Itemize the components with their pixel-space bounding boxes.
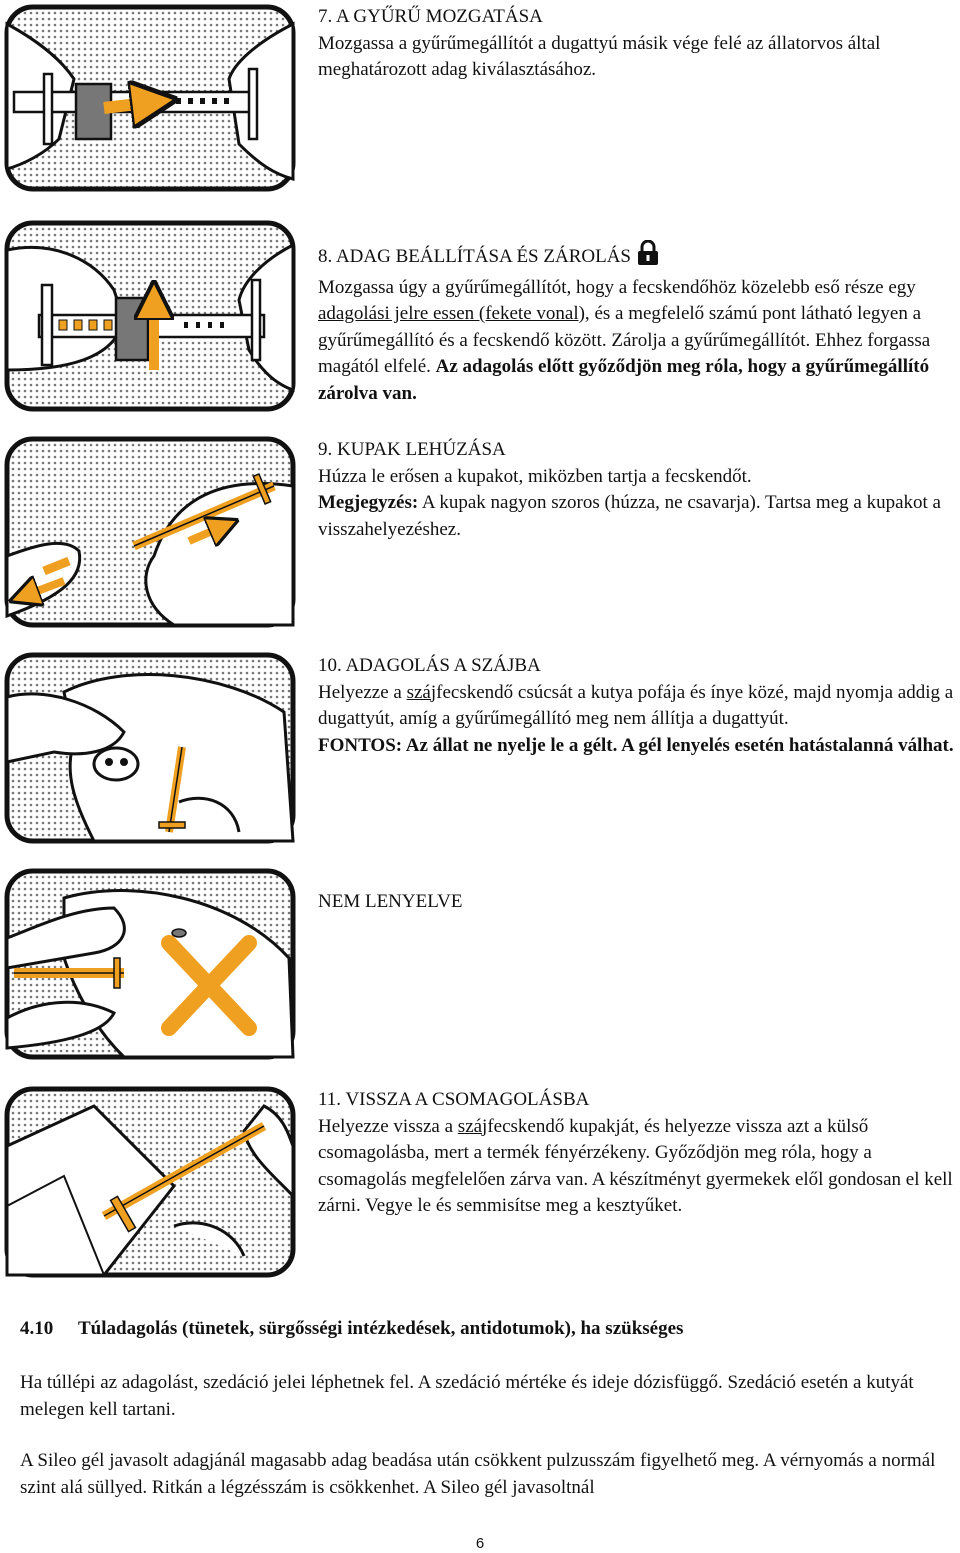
step-8-text-underlined: adagolási jelre essen (fekete vonal), xyxy=(318,303,590,324)
illustration-not-swallowed xyxy=(4,868,296,1060)
step-7-title: 7. A GYŰRŰ MOZGATÁSA xyxy=(318,6,543,27)
step-11-text xyxy=(318,1114,958,1220)
step-7 xyxy=(318,4,958,84)
section-title: Túladagolás (tünetek, sürgősségi intézkedések, antidotumok), ha szükséges xyxy=(78,1318,684,1339)
step-9-text-2 xyxy=(318,490,958,543)
step-11-title: 11. VISSZA A CSOMAGOLÁSBA xyxy=(318,1089,590,1110)
section-number: 4.10 xyxy=(20,1318,54,1339)
step-9 xyxy=(318,437,958,543)
paragraph-overdose-1: Ha túllépi az adagolást, szedáció jelei léphetnek fel. A szedáció mértéke és ideje dózisfüggő. Szedáció esetén a kutyát melegen kell tartani. xyxy=(20,1372,914,1420)
illustration-step-9 xyxy=(4,436,296,628)
page-number: 6 xyxy=(475,1535,485,1552)
step-8-text xyxy=(318,275,958,408)
step-10-text xyxy=(318,680,958,733)
step-11-text-underlined: száj xyxy=(457,1115,488,1137)
step-9-title: 9. KUPAK LEHÚZÁSA xyxy=(318,439,506,460)
step-11 xyxy=(318,1087,958,1220)
step-10-text-underlined: száj xyxy=(406,681,437,703)
illustration-step-10 xyxy=(4,652,296,844)
step-8-text-2: és a megfelelő számú pont látható legyen a gyűrűmegállító és a fecskendő között. Zárolja a gyűrűmegállítót. Ehhez forgassa magától elfelé. xyxy=(318,303,931,377)
step-10-text-2: fecskendő csúcsát a kutya pofája és ínye közé, majd nyomja addig a dugattyút, amíg a gyűrűmegállító meg nem állítja a dugattyút. xyxy=(318,681,954,729)
paragraph-overdose-2: A Sileo gél javasolt adagjánál magasabb adag beadása után csökkent pulzusszám figyelhető meg. A vérnyomás a normál szint alá süllyed. Ritkán a légzésszám is csökkenhet. A Sileo gél javasoltnál xyxy=(20,1450,936,1498)
step-8-title-text: 8. ADAG BEÁLLÍTÁSA ÉS ZÁROLÁS xyxy=(318,246,631,267)
step-10-text-1: Helyezze a xyxy=(318,681,407,703)
step-8 xyxy=(318,240,958,407)
step-7-text: Mozgassa a gyűrűmegállítót a dugattyú másik vége felé az állatorvos által meghatározott adag kiválasztásához. xyxy=(318,32,881,80)
step-10-warning: FONTOS: Az állat ne nyelje le a gélt. A gél lenyelés esetén hatástalanná válhat. xyxy=(318,734,954,756)
step-9-note-text: A kupak nagyon szoros (húzza, ne csavarja). Tartsa meg a kupakot a visszahelyezéshez. xyxy=(318,492,941,540)
step-8-title xyxy=(318,240,958,275)
step-9-note-label: Megjegyzés: xyxy=(318,492,419,513)
illustration-step-11 xyxy=(4,1086,296,1278)
step-8-text-1: Mozgassa úgy a gyűrűmegállítót, hogy a fecskendőhöz közelebb eső része egy xyxy=(318,276,916,298)
illustration-step-8 xyxy=(4,220,296,412)
step-8-text-bold: Az adagolás előtt győződjön meg róla, hogy a gyűrűmegállító zárolva van. xyxy=(318,356,930,404)
not-swallowed-title: NEM LENYELVE xyxy=(318,891,463,912)
step-11-text-1: Helyezze vissza a xyxy=(318,1115,458,1137)
step-9-text-1: Húzza le erősen a kupakot, miközben tartja a fecskendőt. xyxy=(318,465,752,487)
lock-icon xyxy=(636,240,660,275)
illustration-step-7 xyxy=(4,4,296,192)
section-heading xyxy=(20,1318,683,1340)
step-11-text-2: fecskendő kupakját, és helyezze vissza azt a külső csomagolásba, mert a termék fényérzékeny. Győződjön meg róla, hogy a csomagolás megfelelően zárva van. A készítményt gyermekek elől gondosan el kell zárni. Vegye le és semmisítse meg a kesztyűket. xyxy=(318,1115,953,1216)
step-10 xyxy=(318,653,958,759)
step-10-title: 10. ADAGOLÁS A SZÁJBA xyxy=(318,655,541,676)
not-swallowed xyxy=(318,889,958,916)
